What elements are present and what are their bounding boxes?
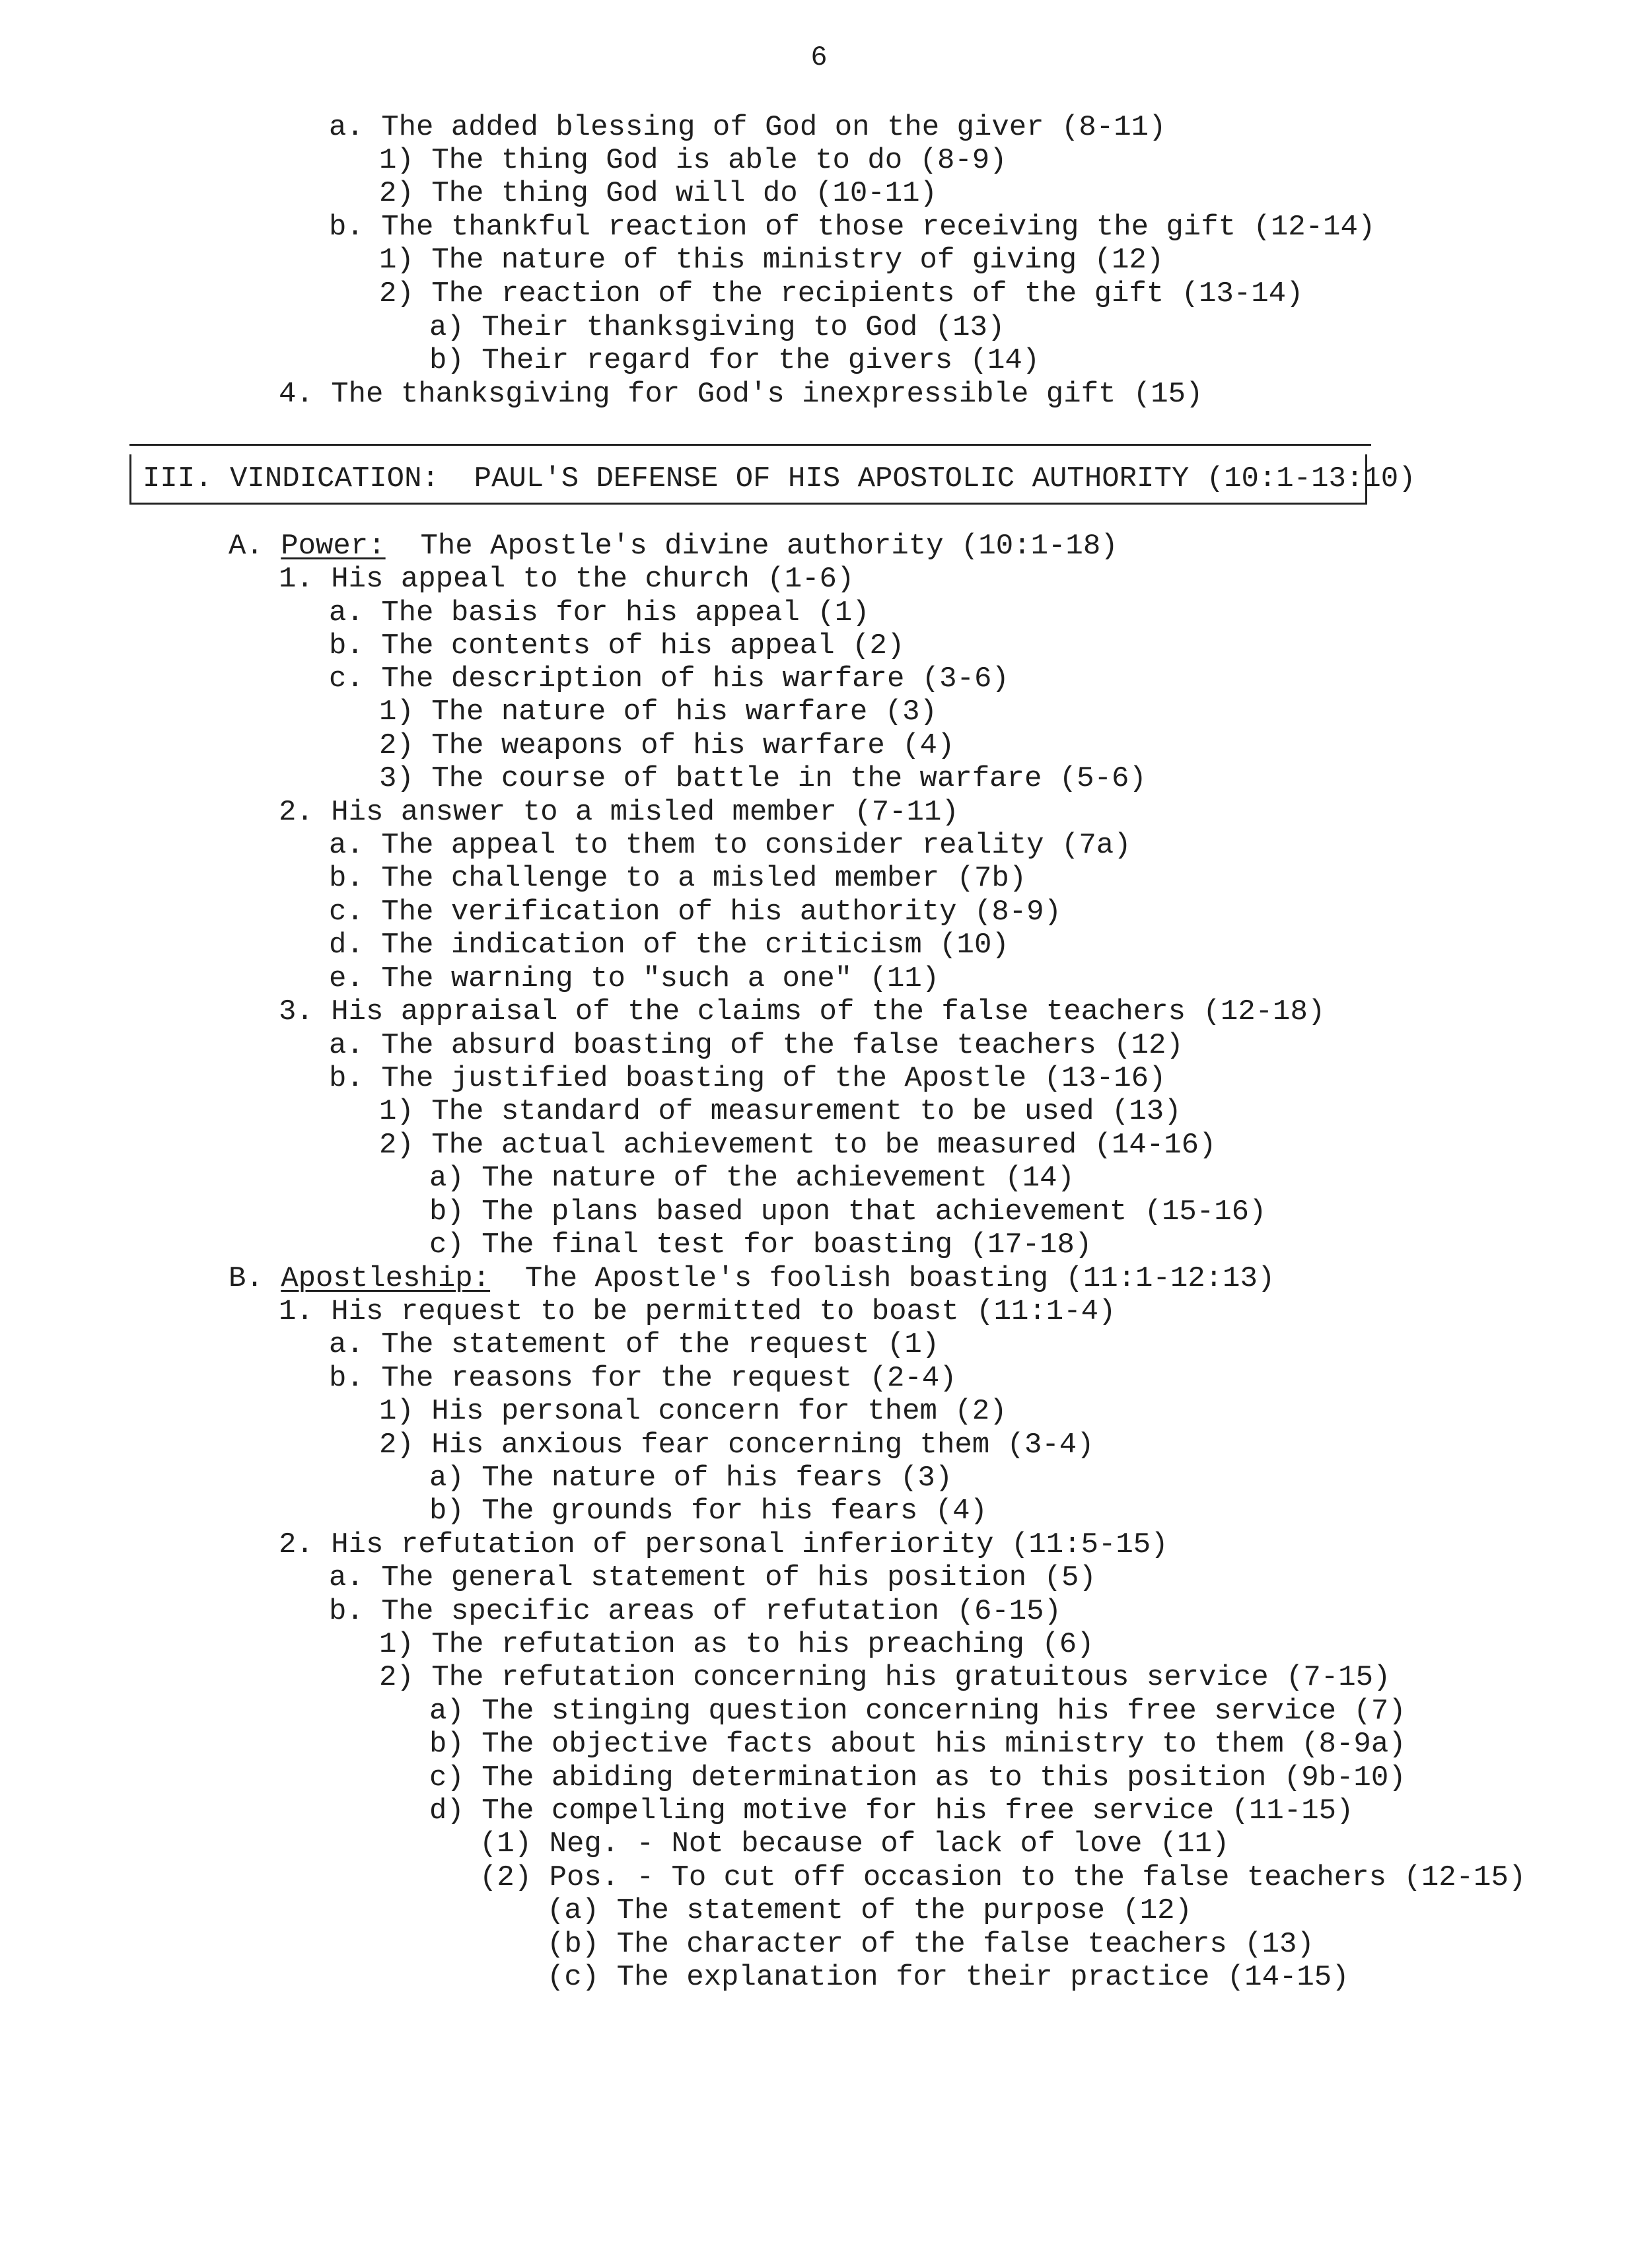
part-b-label: Apostleship: — [281, 1262, 491, 1295]
outline-line: 3. His appraisal of the claims of the false teachers (12-18) — [279, 995, 1326, 1028]
outline-line: b. The reasons for the request (2-4) — [329, 1362, 957, 1395]
part-a-prefix: A. — [229, 530, 281, 563]
page-number: 6 — [810, 42, 828, 73]
outline-line: a. The appeal to them to consider reality (7a) — [329, 829, 1131, 862]
outline-line: 2) The actual achievement to be measured (14-16) — [379, 1129, 1217, 1162]
outline-line: 2) His anxious fear concerning them (3-4) — [379, 1429, 1094, 1462]
section-heading: III. VINDICATION: PAUL'S DEFENSE OF HIS APOSTOLIC AUTHORITY (10:1-13:10) — [143, 462, 1416, 495]
outline-line: e. The warning to "such a one" (11) — [329, 962, 940, 995]
outline-line: c. The verification of his authority (8-9) — [329, 896, 1061, 929]
outline-line: a. The absurd boasting of the false teachers (12) — [329, 1029, 1184, 1062]
outline-line: 4. The thanksgiving for God's inexpressible gift (15) — [279, 378, 1203, 411]
part-a-heading — [229, 530, 1118, 563]
outline-line: 2. His answer to a misled member (7-11) — [279, 796, 959, 829]
outline-line: 1) The refutation as to his preaching (6) — [379, 1628, 1094, 1661]
outline-line: (a) The statement of the purpose (12) — [547, 1894, 1192, 1927]
outline-line: (c) The explanation for their practice (14-15) — [547, 1961, 1349, 1994]
outline-line: b. The thankful reaction of those receiving the gift (12-14) — [329, 211, 1376, 244]
outline-line: 2) The thing God will do (10-11) — [379, 177, 937, 210]
part-a-title: The Apostle's divine authority (10:1-18) — [385, 530, 1118, 563]
outline-line: (1) Neg. - Not because of lack of love (11) — [480, 1827, 1230, 1860]
outline-line: 1) The thing God is able to do (8-9) — [379, 144, 1007, 177]
outline-line: a. The general statement of his position (5) — [329, 1561, 1096, 1594]
outline-line: b) Their regard for the givers (14) — [429, 344, 1040, 377]
outline-line: c. The description of his warfare (3-6) — [329, 662, 1009, 695]
outline-line: d) The compelling motive for his free service (11-15) — [429, 1794, 1354, 1827]
outline-line: b) The grounds for his fears (4) — [429, 1495, 987, 1528]
outline-line: 2) The reaction of the recipients of the gift (13-14) — [379, 277, 1304, 310]
outline-line: 1) The standard of measurement to be used (13) — [379, 1095, 1182, 1128]
outline-line: a) Their thanksgiving to God (13) — [429, 311, 1005, 344]
outline-line: b. The challenge to a misled member (7b) — [329, 862, 1027, 895]
outline-line: 2) The weapons of his warfare (4) — [379, 729, 955, 762]
outline-line: 3) The course of battle in the warfare (5-6) — [379, 762, 1147, 795]
outline-line: b) The plans based upon that achievement (15-16) — [429, 1195, 1267, 1228]
outline-line: b. The contents of his appeal (2) — [329, 629, 905, 662]
outline-line: 1) The nature of his warfare (3) — [379, 695, 937, 728]
part-b-title: The Apostle's foolish boasting (11:1-12:13) — [490, 1262, 1275, 1295]
outline-line: b. The justified boasting of the Apostle (13-16) — [329, 1062, 1166, 1095]
outline-line: 2. His refutation of personal inferiority (11:5-15) — [279, 1528, 1168, 1561]
outline-line: 1) His personal concern for them (2) — [379, 1395, 1007, 1428]
outline-line: a) The nature of his fears (3) — [429, 1462, 953, 1495]
outline-line: b) The objective facts about his ministry to them (8-9a) — [429, 1728, 1406, 1761]
outline-line: c) The abiding determination as to this position (9b-10) — [429, 1761, 1406, 1794]
outline-line: b. The specific areas of refutation (6-15) — [329, 1595, 1061, 1628]
part-b-prefix: B. — [229, 1262, 281, 1295]
outline-line: a. The statement of the request (1) — [329, 1328, 940, 1361]
outline-line: (2) Pos. - To cut off occasion to the false teachers (12-15) — [480, 1861, 1526, 1894]
part-b-heading — [229, 1262, 1275, 1295]
outline-line: 1. His appeal to the church (1-6) — [279, 563, 855, 596]
outline-line: c) The final test for boasting (17-18) — [429, 1228, 1092, 1261]
outline-line: d. The indication of the criticism (10) — [329, 929, 1009, 962]
outline-line: a. The added blessing of God on the giver (8-11) — [329, 111, 1166, 144]
outline-line: 2) The refutation concerning his gratuitous service (7-15) — [379, 1661, 1391, 1694]
outline-line: a) The nature of the achievement (14) — [429, 1162, 1075, 1195]
outline-line: 1. His request to be permitted to boast (11:1-4) — [279, 1295, 1116, 1328]
part-a-label: Power: — [281, 530, 386, 563]
outline-line: (b) The character of the false teachers (13) — [547, 1928, 1314, 1961]
outline-line: a. The basis for his appeal (1) — [329, 596, 870, 629]
outline-line: a) The stinging question concerning his free service (7) — [429, 1695, 1406, 1728]
heading-top-rule — [129, 444, 1371, 446]
outline-line: 1) The nature of this ministry of giving (12) — [379, 244, 1164, 277]
